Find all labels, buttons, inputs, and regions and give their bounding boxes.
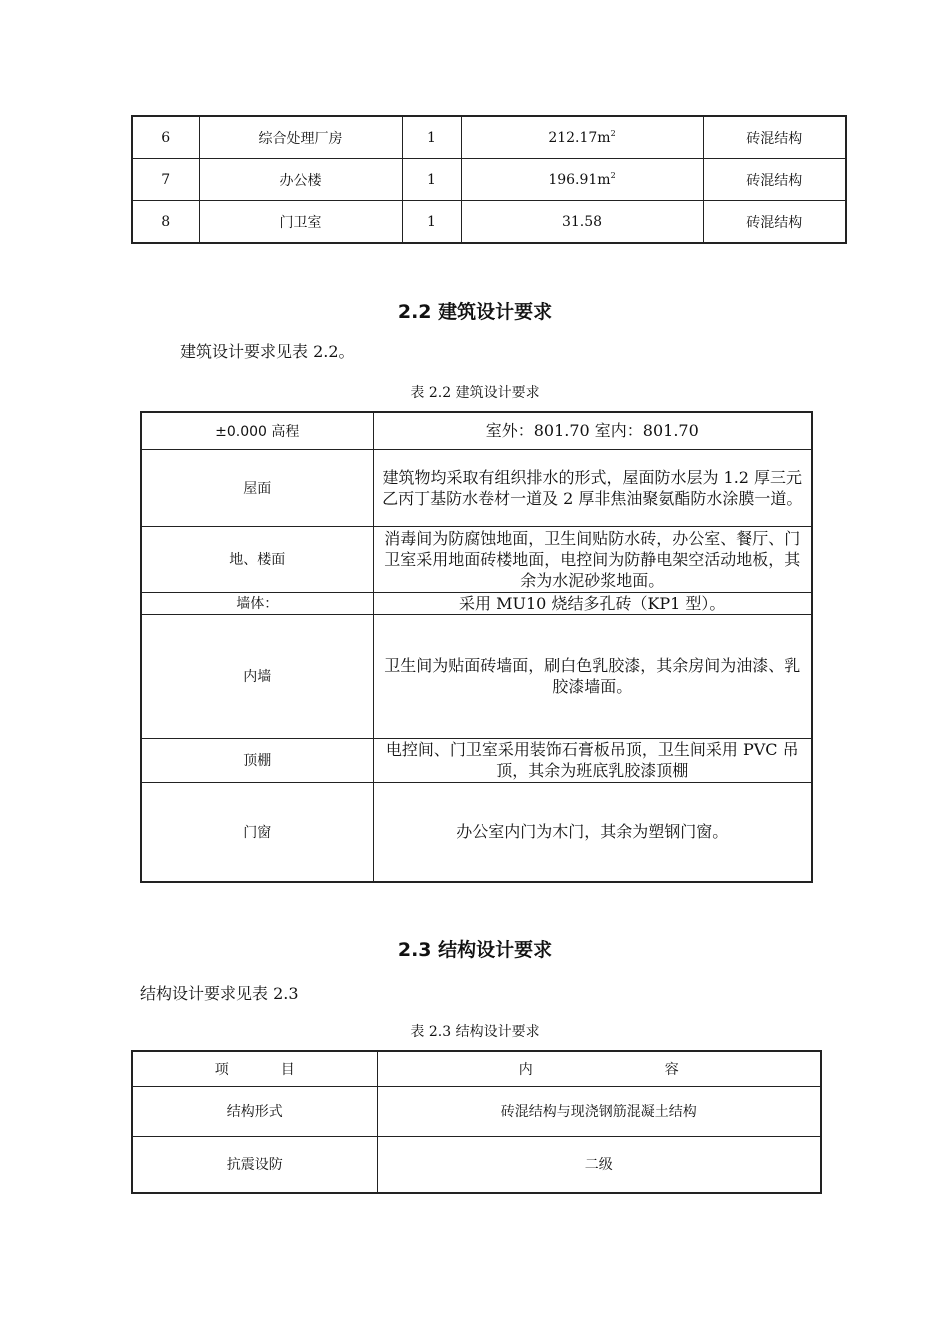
cell-name: 门卫室 <box>199 201 402 244</box>
table-row <box>141 412 812 449</box>
area-unit-sup: 2 <box>610 171 616 180</box>
cell-no: 8 <box>132 201 199 244</box>
row-key: ±0.000 高程 <box>141 412 373 449</box>
row-value: 办公室内门为木门，其余为塑钢门窗。 <box>373 782 812 882</box>
cell-no: 6 <box>132 116 199 159</box>
row-key: 内墙 <box>141 614 373 738</box>
row-key: 顶棚 <box>141 738 373 782</box>
cell-qty: 1 <box>402 201 461 244</box>
cell-structure: 砖混结构 <box>703 159 846 201</box>
row-value: 建筑物均采取有组织排水的形式，屋面防水层为 1.2 厚三元乙丙丁基防水卷材一道及 2 厚非焦油聚氨酯防水涂膜一道。 <box>373 449 812 526</box>
table-row <box>141 449 812 526</box>
table-row <box>141 738 812 782</box>
cell-name: 综合处理厂房 <box>199 116 402 159</box>
row-key: 门窗 <box>141 782 373 882</box>
table-row <box>132 201 846 244</box>
table-row <box>132 1086 821 1136</box>
area-unit-sup: 2 <box>610 129 616 138</box>
architecture-requirements-table <box>140 411 813 883</box>
cell-qty: 1 <box>402 116 461 159</box>
area-value: 196.91m <box>548 172 611 188</box>
table-row <box>141 614 812 738</box>
section-2-3-heading: 2.3 结构设计要求 <box>397 939 553 961</box>
row-value: 室外：801.70 室内：801.70 <box>373 412 812 449</box>
table-2-3-caption: 表 2.3 结构设计要求 <box>410 1024 540 1040</box>
header-content <box>377 1051 821 1086</box>
header-content-char: 内 <box>518 1061 533 1078</box>
cell-no: 7 <box>132 159 199 201</box>
cell-area <box>461 159 703 201</box>
section-2-3-intro: 结构设计要求见表 2.3 <box>140 984 299 1003</box>
section-2-2-intro: 建筑设计要求见表 2.2。 <box>180 342 355 361</box>
cell-structure: 砖混结构 <box>703 116 846 159</box>
table-row <box>141 526 812 592</box>
building-list-table <box>131 115 847 244</box>
header-item-char: 项 <box>214 1061 229 1078</box>
row-key: 结构形式 <box>132 1086 377 1136</box>
area-value: 212.17m <box>548 130 611 146</box>
table-2-2-caption: 表 2.2 建筑设计要求 <box>410 385 540 401</box>
table-header-row <box>132 1051 821 1086</box>
row-key: 墙体： <box>141 592 373 614</box>
row-value: 卫生间为贴面砖墙面，刷白色乳胶漆，其余房间为油漆、乳胶漆墙面。 <box>373 614 812 738</box>
row-value: 消毒间为防腐蚀地面，卫生间贴防水砖，办公室、餐厅、门卫室采用地面砖楼地面，电控间为防静电架空活动地板，其余为水泥砂浆地面。 <box>373 526 812 592</box>
row-key: 屋面 <box>141 449 373 526</box>
row-value: 采用 MU10 烧结多孔砖（KP1 型）。 <box>373 592 812 614</box>
table-row <box>132 159 846 201</box>
table-row <box>141 782 812 882</box>
row-key: 地、楼面 <box>141 526 373 592</box>
structure-requirements-table <box>131 1050 822 1194</box>
table-row <box>132 116 846 159</box>
table-row <box>132 1136 821 1193</box>
cell-area <box>461 116 703 159</box>
table-row <box>141 592 812 614</box>
cell-area <box>461 201 703 244</box>
cell-name: 办公楼 <box>199 159 402 201</box>
header-item <box>132 1051 377 1086</box>
row-key: 抗震设防 <box>132 1136 377 1193</box>
area-value: 31.58 <box>561 214 603 230</box>
header-content-char: 容 <box>664 1061 679 1078</box>
row-value: 电控间、门卫室采用装饰石膏板吊顶，卫生间采用 PVC 吊顶，其余为班底乳胶漆顶棚 <box>373 738 812 782</box>
cell-structure: 砖混结构 <box>703 201 846 244</box>
section-2-2-heading: 2.2 建筑设计要求 <box>397 301 553 323</box>
row-value: 砖混结构与现浇钢筋混凝土结构 <box>377 1086 821 1136</box>
row-value: 二级 <box>377 1136 821 1193</box>
header-item-char: 目 <box>280 1061 295 1078</box>
cell-qty: 1 <box>402 159 461 201</box>
